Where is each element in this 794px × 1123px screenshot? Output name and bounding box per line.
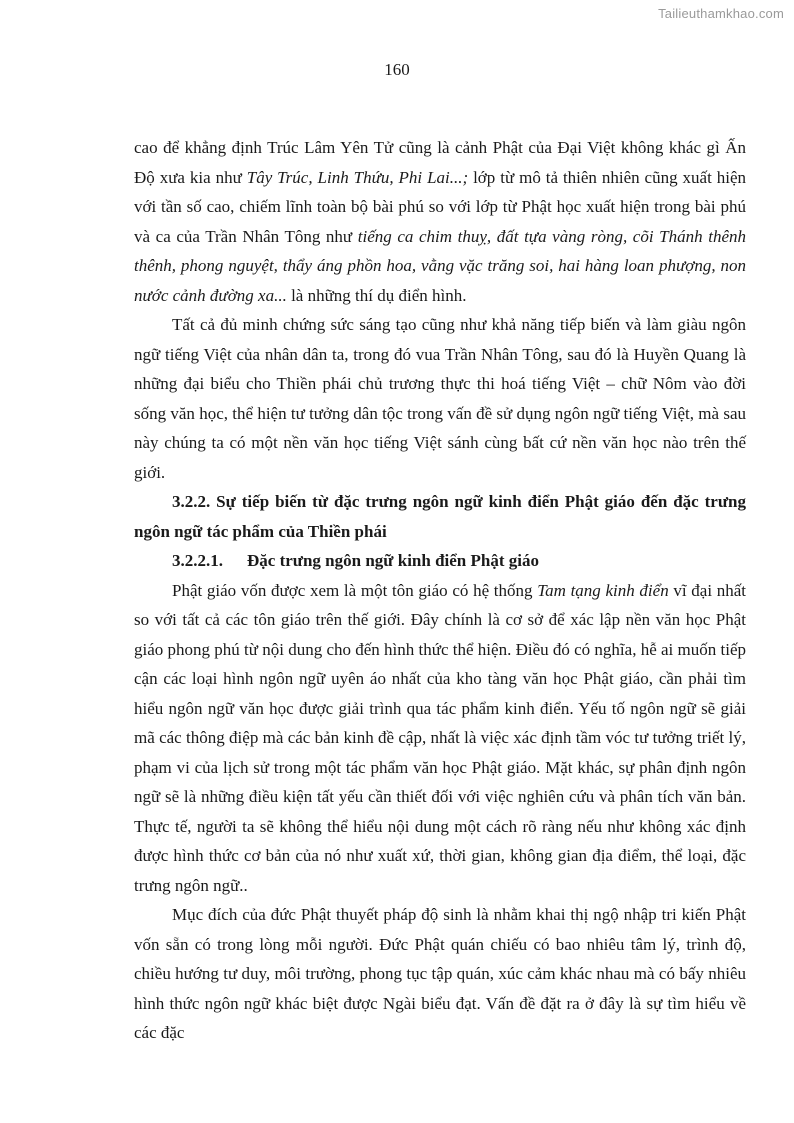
paragraph-4: [134, 900, 746, 1048]
italic-text: Tây Trúc, Linh Thứu, Phi Lai...;: [246, 167, 469, 187]
paragraph-text: cao để khẳng định Trúc Lâm Yên Tử cũng là cảnh Phật của Đại Việt không khác gì Ấn Độ xưa kia như: [134, 138, 746, 187]
paragraph-3: [134, 576, 746, 901]
subsection-number: 3.2.2.1.: [172, 551, 223, 570]
paragraph-text: vĩ đại nhất so với tất cả các tôn giáo trên thế giới. Đây chính là cơ sở để xác lập nền văn học Phật giáo phong phú từ nội dung cho đến hình thức thể hiện. Điều đó có nghĩa, hễ ai muốn tiếp cận các loại hình ngôn ngữ uyên áo nhất của kho tàng văn học Phật giáo, cần phải tìm hiểu ngôn ngữ văn học được giải trình qua tác phẩm kinh điển. Yếu tố ngôn ngữ sẽ giải mã các thông điệp mà các bản kinh đề cập, nhất là việc xác định tầm vóc tư tưởng triết lý, phạm vi của lịch sử trong một tác phẩm văn học Phật giáo. Mặt khác, sự phân định ngôn ngữ sẽ là những điều kiện tất yếu cần thiết đối với việc nghiên cứu và phân tích văn bản. Thực tế, người ta sẽ không thể hiểu nội dung một cách rõ ràng nếu như không xác định được hình thức cơ bản của nó như xuất xứ, thời gian, không gian địa điểm, thể loại, đặc trưng ngôn ngữ..: [134, 580, 747, 895]
subsection-heading: [134, 546, 746, 576]
page-number: 160: [384, 60, 410, 79]
paragraph-1: [134, 133, 746, 310]
paragraph-text: là những thí dụ điển hình.: [286, 285, 467, 305]
subsection-title: Đặc trưng ngôn ngữ kinh điển Phật giáo: [247, 551, 539, 570]
paragraph-text: Phật giáo vốn được xem là một tôn giáo có hệ thống: [172, 580, 538, 600]
paragraph-text: Mục đích của đức Phật thuyết pháp độ sinh là nhằm khai thị ngộ nhập tri kiến Phật vốn sẵn có trong lòng mỗi người. Đức Phật quán chiếu có bao nhiêu tâm lý, trình độ, chiều hướng tư duy, môi trường, phong tục tập quán, xúc cảm khác nhau mà có bấy nhiêu hình thức ngôn ngữ khác biệt được Ngài biểu đạt. Vấn đề đặt ra ở đây là sự tìm hiểu về các đặc: [134, 905, 746, 1042]
page-body: [134, 133, 746, 1048]
paragraph-text: Tất cả đủ minh chứng sức sáng tạo cũng như khả năng tiếp biến và làm giàu ngôn ngữ tiếng Việt của nhân dân ta, trong đó vua Trần Nhân Tông, sau đó là Huyền Quang là những đại biểu cho Thiền phái chủ trương thực thi hoá tiếng Việt – chữ Nôm vào đời sống văn học, thể hiện tư tưởng dân tộc trong vấn đề sử dụng ngôn ngữ tiếng Việt, mà sau này chúng ta có một nền văn học tiếng Việt sánh cùng bất cứ nền văn học nào trên thế giới.: [134, 315, 746, 482]
italic-text: tiếng ca chim thuỵ, đất tựa vàng ròng, cõi Thánh thênh thênh, phong nguyệt, thẩy áng phồn hoa, vằng vặc trăng soi, hai hàng loan phượng, non nước cảnh đường xa...: [134, 226, 746, 305]
section-heading: 3.2.2. Sự tiếp biến từ đặc trưng ngôn ngữ kinh điển Phật giáo đến đặc trưng ngôn ngữ tác phẩm của Thiền phái: [134, 492, 746, 541]
italic-text: Tam tạng kinh điển: [537, 580, 669, 600]
paragraph-text: lớp từ mô tả thiên nhiên cũng xuất hiện với tần số cao, chiếm lĩnh toàn bộ bài phú so với lớp từ Phật học xuất hiện trong bài phú và ca của Trần Nhân Tông như: [134, 167, 746, 246]
paragraph-2: [134, 310, 746, 487]
watermark: Tailieuthamkhao.com: [658, 6, 784, 21]
